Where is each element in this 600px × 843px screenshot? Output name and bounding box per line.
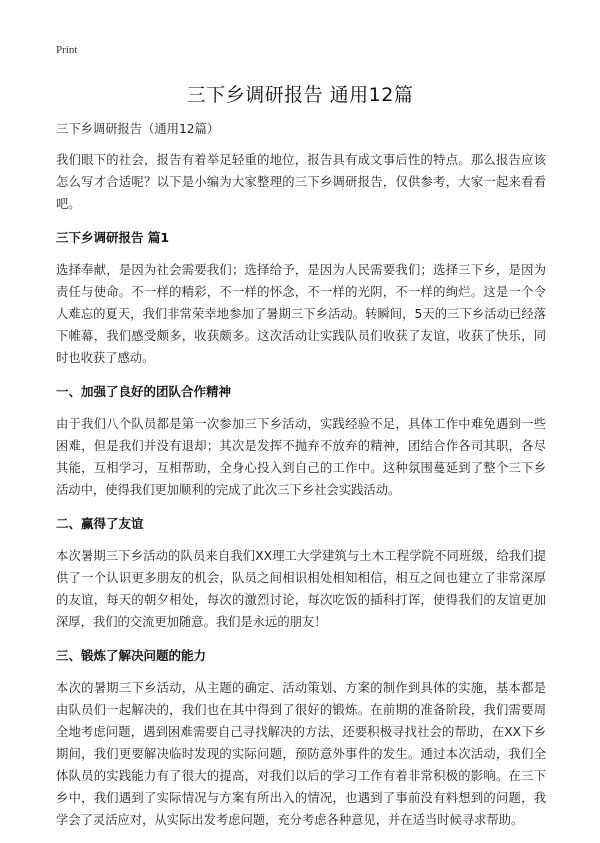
section-heading: 三、锻炼了解决问题的能力 [56, 648, 207, 663]
document-body [56, 118, 546, 843]
section-heading: 三下乡调研报告 篇1 [56, 230, 170, 245]
section-paragraph: 本次暑期三下乡活动的队员来自我们XX理工大学建筑与土木工程学院不同班级，给我们提供了一个认识更多朋友的机会，队员之间相识相处相知相信，相互之间也建立了非常深厚的友谊，每天的朝夕相处，每次的激烈讨论，每次吃饭的插科打诨，使得我们的友谊更加深厚，我们的交流更加随意。我们是永远的朋友！ [56, 549, 546, 629]
intro-paragraph: 我们眼下的社会，报告有着举足轻重的地位，报告具有成文事后性的特点。那么报告应该怎么写才合适呢？以下是小编为大家整理的三下乡调研报告，仅供参考，大家一起来看看吧。 [56, 153, 546, 211]
section-paragraph: 本次的暑期三下乡活动，从主题的确定、活动策划、方案的制作到具体的实施，基本都是由队员们一起解决的，我们也在其中得到了很好的锻炼。在前期的准备阶段，我们需要周全地考虑问题，遇到困难需要自己寻找解决的方法，还要积极寻找社会的帮助，在XX下乡期间，我们更要解决临时发现的实际问题，预防意外事件的发生。通过本次活动，我们全体队员的实践能力有了很大的提高，对我们以后的学习工作有着非常积极的影响。在三下乡中，我们遇到了实际情况与方案有所出入的情况，也遇到了事前没有料想到的问题，我学会了灵活应对，从实际出发考虑问题，充分考虑各种意见，并在适当时候寻求帮助。 [56, 681, 546, 827]
section-paragraph: 选择奉献，是因为社会需要我们；选择给予，是因为人民需要我们；选择三下乡，是因为责任与使命。不一样的精彩，不一样的怀念，不一样的光阴，不一样的绚烂。这是一个令人难忘的夏天，我们非常荣幸地参加了暑期三下乡活动。转瞬间，5天的三下乡活动已经落下帷幕，我们感受颇多，收获颇多。这次活动让实践队员们收获了友谊，收获了快乐，同时也收获了感动。 [56, 263, 546, 365]
section-paragraph: 由于我们八个队员都是第一次参加三下乡活动，实践经验不足，具体工作中难免遇到一些困难，但是我们并没有退却；其次是发挥不抛弃不放弃的精神，团结合作各司其职，各尽其能，互相学习，互相帮助，全身心投入到自己的工作中。这种氛围蔓延到了整个三下乡活动中，使得我们更加顺利的完成了此次三下乡社会实践活动。 [56, 417, 546, 497]
section-heading: 一、加强了良好的团队合作精神 [56, 384, 232, 399]
section-heading: 二、赢得了友谊 [56, 516, 144, 531]
print-label: Print [56, 44, 78, 56]
document-subtitle: 三下乡调研报告（通用12篇） [56, 122, 220, 136]
page-title: 三下乡调研报告 通用12篇 [186, 84, 414, 106]
